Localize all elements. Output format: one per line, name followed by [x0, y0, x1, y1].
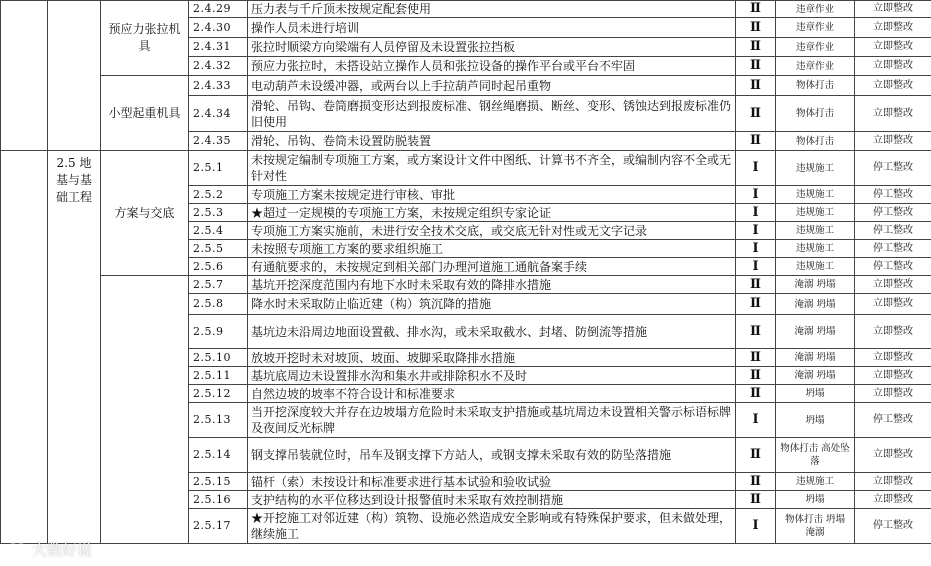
item-description: 降水时未采取防止临近建（构）筑沉降的措施 [248, 294, 736, 315]
item-description: 基坑底周边未设置排水沟和集水井或排除积水不及时 [248, 367, 736, 385]
hazard-type: 物体打击 [776, 132, 855, 151]
item-description: 电动葫芦未设缓冲器，或两台以上手拉葫芦同时起吊重物 [248, 76, 736, 96]
link-logo-icon [6, 542, 28, 556]
hazard-level: Ⅱ [736, 76, 776, 96]
hazard-level: Ⅱ [736, 294, 776, 315]
hazard-level: Ⅱ [736, 1, 776, 18]
hazard-level: Ⅱ [736, 367, 776, 385]
hazard-type: 违章作业 [776, 1, 855, 18]
hazard-type: 违规施工 [776, 258, 855, 276]
item-description: 钢支撑吊装就位时，吊车及钢支撑下方站人，或钢支撑未采取有效的防坠落措施 [248, 438, 736, 473]
item-description: 未按规定编制专项施工方案，或方案设计文件中图纸、计算书不齐全，或编制内容不全或无针对性 [248, 151, 736, 186]
item-code: 2.5.7 [189, 276, 248, 294]
rectify-action: 停工整改 [855, 186, 931, 204]
table-row [1, 276, 931, 294]
hazard-level: Ⅱ [736, 385, 776, 403]
item-code: 2.5.16 [189, 491, 248, 509]
table-row [1, 1, 931, 18]
item-code: 2.5.2 [189, 186, 248, 204]
hazard-level: Ⅰ [736, 186, 776, 204]
hazard-type: 物体打击 [776, 96, 855, 132]
rectify-action: 立即整改 [855, 96, 931, 132]
rectify-action: 立即整改 [855, 1, 931, 18]
item-description: 未按照专项施工方案的要求组织施工 [248, 240, 736, 258]
hazard-level: Ⅰ [736, 151, 776, 186]
rectify-action: 立即整改 [855, 76, 931, 96]
item-code: 2.5.4 [189, 222, 248, 240]
hazard-type: 违规施工 [776, 222, 855, 240]
item-code: 2.4.34 [189, 96, 248, 132]
hazard-type: 淹溺 坍塌 [776, 276, 855, 294]
hazard-level: Ⅰ [736, 509, 776, 544]
rectify-action: 立即整改 [855, 276, 931, 294]
item-description: 有通航要求的，未按规定到相关部门办理河道施工通航备案手续 [248, 258, 736, 276]
rectify-action: 立即整改 [855, 294, 931, 315]
item-description: 专项施工方案实施前，未进行安全技术交底，或交底无针对性或无文字记录 [248, 222, 736, 240]
item-code: 2.5.3 [189, 204, 248, 222]
hazard-level: Ⅱ [736, 349, 776, 367]
item-description: 预应力张拉时，未搭设站立操作人员和张拉设备的操作平台或平台不牢固 [248, 57, 736, 76]
item-description: 自然边坡的坡率不符合设计和标准要求 [248, 385, 736, 403]
item-code: 2.5.12 [189, 385, 248, 403]
rectify-action: 立即整改 [855, 57, 931, 76]
hazard-level: Ⅱ [736, 438, 776, 473]
rectify-action: 立即整改 [855, 473, 931, 491]
rectify-action: 立即整改 [855, 367, 931, 385]
hazard-level: Ⅱ [736, 276, 776, 294]
hazard-level: Ⅱ [736, 315, 776, 349]
hazard-level: Ⅱ [736, 473, 776, 491]
group-plan: 方案与交底 [101, 151, 189, 276]
hazard-type: 违章作业 [776, 38, 855, 57]
table-row [1, 151, 931, 186]
rectify-action: 停工整改 [855, 258, 931, 276]
rectify-action: 立即整改 [855, 491, 931, 509]
rectify-action: 立即整改 [855, 438, 931, 473]
hazard-level: Ⅰ [736, 204, 776, 222]
hazard-type: 坍塌 [776, 385, 855, 403]
item-code: 2.5.10 [189, 349, 248, 367]
rectify-action: 立即整改 [855, 349, 931, 367]
item-code: 2.4.31 [189, 38, 248, 57]
section-label-2-5: 2.5 地基与基础工程 [48, 151, 101, 544]
item-code: 2.4.30 [189, 18, 248, 38]
item-code: 2.4.32 [189, 57, 248, 76]
item-code: 2.5.17 [189, 509, 248, 544]
item-code: 2.4.33 [189, 76, 248, 96]
hazard-type: 违规施工 [776, 473, 855, 491]
item-description: 当开挖深度较大并存在边坡塌方危险时未采取支护措施或基坑周边未设置相关警示标语标牌及夜间反光标牌 [248, 403, 736, 438]
item-code: 2.5.13 [189, 403, 248, 438]
item-description: ★超过一定规模的专项施工方案，未按规定组织专家论证 [248, 204, 736, 222]
section-blank-cell [1, 151, 48, 544]
item-description: 支护结构的水平位移达到设计报警值时未采取有效控制措施 [248, 491, 736, 509]
hazard-level: Ⅰ [736, 240, 776, 258]
hazard-type: 坍塌 [776, 403, 855, 438]
rectify-action: 停工整改 [855, 204, 931, 222]
hazard-level: Ⅰ [736, 258, 776, 276]
section-blank-cell [1, 1, 48, 151]
watermark-text: 大数好说 [32, 540, 93, 559]
hazard-level: Ⅱ [736, 57, 776, 76]
hazard-type: 违章作业 [776, 57, 855, 76]
hazard-type: 物体打击 高处坠落 [776, 438, 855, 473]
item-description: 基坑边未沿周边地面设置截、排水沟，或未采取截水、封堵、防倒流等措施 [248, 315, 736, 349]
hazard-level: Ⅰ [736, 403, 776, 438]
hazard-level: Ⅱ [736, 132, 776, 151]
hazard-type: 违规施工 [776, 151, 855, 186]
group-hoist: 小型起重机具 [101, 76, 189, 151]
hazard-level: Ⅱ [736, 38, 776, 57]
rectify-action: 立即整改 [855, 315, 931, 349]
rectify-action: 停工整改 [855, 222, 931, 240]
item-code: 2.5.8 [189, 294, 248, 315]
item-description: ★开挖施工对邻近建（构）筑物、设施必然造成安全影响或有特殊保护要求，但未做处理，继续施工 [248, 509, 736, 544]
hazard-type: 淹溺 坍塌 [776, 315, 855, 349]
rectify-action: 立即整改 [855, 38, 931, 57]
hazard-type: 淹溺 坍塌 [776, 294, 855, 315]
rectify-action: 立即整改 [855, 18, 931, 38]
hazard-type: 淹溺 坍塌 [776, 349, 855, 367]
hazard-type: 违章作业 [776, 18, 855, 38]
item-code: 2.4.35 [189, 132, 248, 151]
item-code: 2.4.29 [189, 1, 248, 18]
item-code: 2.5.15 [189, 473, 248, 491]
item-code: 2.5.5 [189, 240, 248, 258]
item-description: 压力表与千斤顶未按规定配套使用 [248, 1, 736, 18]
item-code: 2.5.1 [189, 151, 248, 186]
item-code: 2.5.9 [189, 315, 248, 349]
item-description: 放坡开挖时未对坡顶、坡面、坡脚采取降排水措施 [248, 349, 736, 367]
item-description: 操作人员未进行培训 [248, 18, 736, 38]
item-description: 滑轮、吊钩、卷筒磨损变形达到报废标准、钢丝绳磨损、断丝、变形、锈蚀达到报废标准仍旧使用 [248, 96, 736, 132]
hazard-type: 淹溺 坍塌 [776, 367, 855, 385]
hazard-type: 违规施工 [776, 240, 855, 258]
item-code: 2.5.6 [189, 258, 248, 276]
section-label-2-4 [48, 1, 101, 151]
group-prestress: 预应力张拉机具 [101, 1, 189, 76]
rectify-action: 立即整改 [855, 132, 931, 151]
hazard-type: 物体打击 坍塌 淹溺 [776, 509, 855, 544]
hazard-level: Ⅰ [736, 222, 776, 240]
hazard-type: 物体打击 [776, 76, 855, 96]
group-blank-cell [101, 276, 189, 544]
hazard-level: Ⅱ [736, 491, 776, 509]
rectify-action: 立即整改 [855, 385, 931, 403]
hazard-type: 违规施工 [776, 186, 855, 204]
hazard-level: Ⅱ [736, 96, 776, 132]
hazard-type: 坍塌 [776, 491, 855, 509]
table-row [1, 76, 931, 96]
item-description: 锚杆（索）未按设计和标准要求进行基本试验和验收试验 [248, 473, 736, 491]
item-description: 专项施工方案未按规定进行审核、审批 [248, 186, 736, 204]
item-description: 基坑开挖深度范围内有地下水时未采取有效的降排水措施 [248, 276, 736, 294]
rectify-action: 停工整改 [855, 151, 931, 186]
rectify-action: 停工整改 [855, 240, 931, 258]
hazard-level: Ⅱ [736, 18, 776, 38]
item-code: 2.5.14 [189, 438, 248, 473]
item-description: 张拉时顺梁方向梁端有人员停留及未设置张拉挡板 [248, 38, 736, 57]
hazard-type: 违规施工 [776, 204, 855, 222]
watermark [6, 538, 92, 560]
rectify-action: 停工整改 [855, 509, 931, 544]
item-description: 滑轮、吊钩、卷筒未设置防脱装置 [248, 132, 736, 151]
rectify-action: 停工整改 [855, 403, 931, 438]
item-code: 2.5.11 [189, 367, 248, 385]
